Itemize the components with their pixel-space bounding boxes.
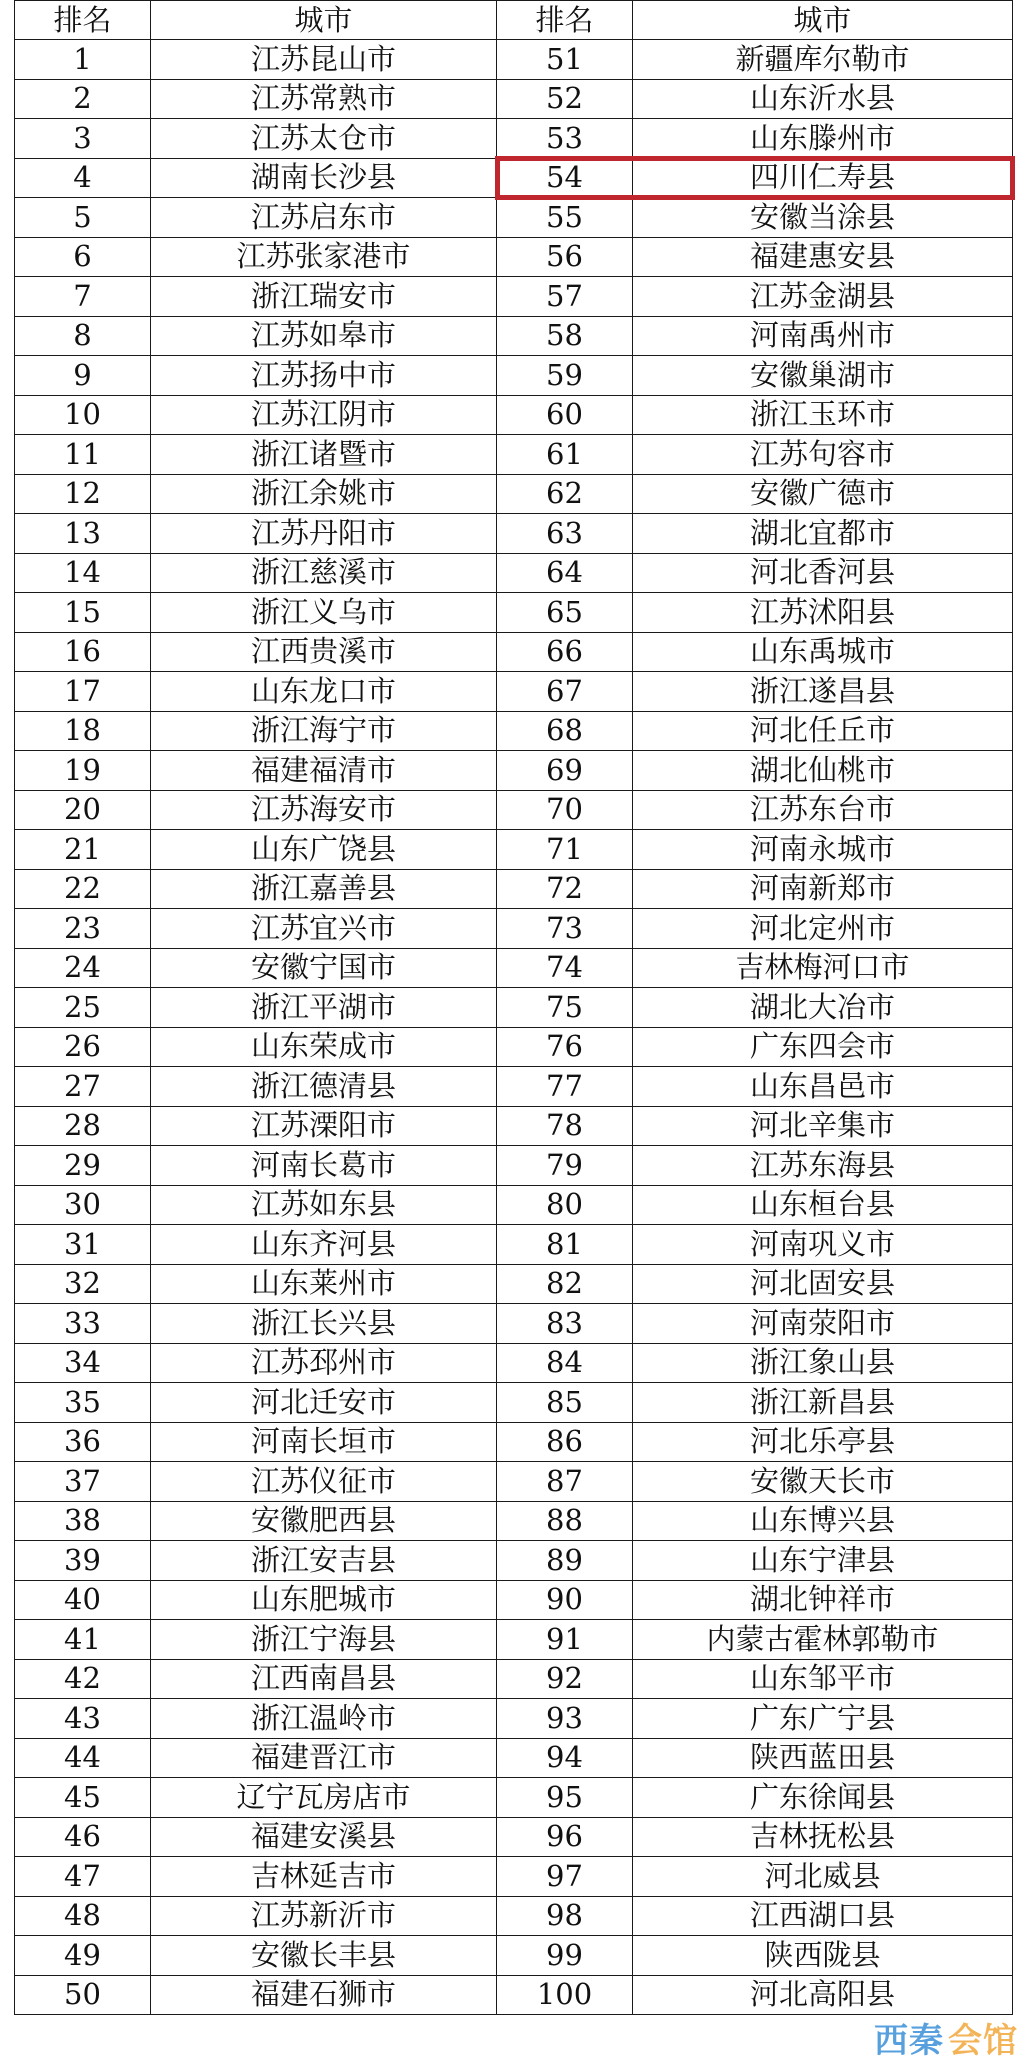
rank-cell-right: 73 xyxy=(497,909,633,949)
city-cell-right: 湖北钟祥市 xyxy=(633,1580,1013,1620)
rank-cell-left: 27 xyxy=(15,1067,151,1107)
rank-cell-right: 63 xyxy=(497,514,633,554)
rank-cell-left: 4 xyxy=(15,158,151,198)
rank-cell-left: 1 xyxy=(15,40,151,80)
table-row xyxy=(15,948,1013,988)
rank-cell-right: 80 xyxy=(497,1185,633,1225)
rank-cell-left: 30 xyxy=(15,1185,151,1225)
city-cell-right: 江苏金湖县 xyxy=(633,277,1013,317)
city-cell-left: 江苏仪征市 xyxy=(151,1462,497,1502)
city-cell-left: 江西南昌县 xyxy=(151,1659,497,1699)
rank-cell-left: 20 xyxy=(15,790,151,830)
rank-cell-left: 17 xyxy=(15,672,151,712)
table-row xyxy=(15,1541,1013,1581)
city-cell-right: 山东禹城市 xyxy=(633,632,1013,672)
rank-cell-left: 36 xyxy=(15,1422,151,1462)
rank-cell-right: 65 xyxy=(497,593,633,633)
rank-cell-right: 55 xyxy=(497,198,633,238)
rank-cell-left: 34 xyxy=(15,1343,151,1383)
city-cell-left: 浙江德清县 xyxy=(151,1067,497,1107)
city-cell-right: 河北定州市 xyxy=(633,909,1013,949)
table-row xyxy=(15,1857,1013,1897)
city-cell-left: 江苏宜兴市 xyxy=(151,909,497,949)
table-row xyxy=(15,1027,1013,1067)
rank-cell-left: 41 xyxy=(15,1620,151,1660)
table-row xyxy=(15,40,1013,80)
rank-cell-left: 19 xyxy=(15,751,151,791)
rank-cell-left: 2 xyxy=(15,79,151,119)
rank-cell-right: 51 xyxy=(497,40,633,80)
rank-cell-right: 52 xyxy=(497,79,633,119)
city-cell-left: 浙江宁海县 xyxy=(151,1620,497,1660)
city-cell-right: 河南永城市 xyxy=(633,830,1013,870)
table-row xyxy=(15,316,1013,356)
rank-cell-left: 43 xyxy=(15,1699,151,1739)
city-cell-right: 广东四会市 xyxy=(633,1027,1013,1067)
city-cell-left: 江苏丹阳市 xyxy=(151,514,497,554)
table-row xyxy=(15,1501,1013,1541)
rank-cell-right: 85 xyxy=(497,1383,633,1423)
rank-cell-left: 23 xyxy=(15,909,151,949)
city-cell-left: 辽宁瓦房店市 xyxy=(151,1778,497,1818)
rank-cell-left: 15 xyxy=(15,593,151,633)
city-cell-left: 湖南长沙县 xyxy=(151,158,497,198)
table-row xyxy=(15,474,1013,514)
city-cell-left: 浙江长兴县 xyxy=(151,1304,497,1344)
rank-cell-right: 74 xyxy=(497,948,633,988)
rank-cell-left: 6 xyxy=(15,237,151,277)
city-cell-left: 江苏海安市 xyxy=(151,790,497,830)
table-row xyxy=(15,1778,1013,1818)
rank-cell-right: 93 xyxy=(497,1699,633,1739)
city-cell-right: 湖北仙桃市 xyxy=(633,751,1013,791)
table-row xyxy=(15,1383,1013,1423)
rank-cell-left: 8 xyxy=(15,316,151,356)
table-row xyxy=(15,1462,1013,1502)
city-cell-right: 河南巩义市 xyxy=(633,1225,1013,1265)
city-cell-left: 江苏启东市 xyxy=(151,198,497,238)
rank-cell-right: 84 xyxy=(497,1343,633,1383)
rank-cell-right: 87 xyxy=(497,1462,633,1502)
rank-cell-right: 100 xyxy=(497,1975,633,2015)
table-row xyxy=(15,1146,1013,1186)
rank-cell-right: 64 xyxy=(497,553,633,593)
city-cell-left: 山东荣成市 xyxy=(151,1027,497,1067)
rank-cell-left: 28 xyxy=(15,1106,151,1146)
table-row xyxy=(15,1264,1013,1304)
city-cell-left: 福建石狮市 xyxy=(151,1975,497,2015)
rank-cell-left: 46 xyxy=(15,1817,151,1857)
city-cell-left: 山东肥城市 xyxy=(151,1580,497,1620)
city-cell-left: 河南长垣市 xyxy=(151,1422,497,1462)
city-cell-left: 浙江义乌市 xyxy=(151,593,497,633)
rank-cell-right: 86 xyxy=(497,1422,633,1462)
rank-cell-left: 40 xyxy=(15,1580,151,1620)
table-row xyxy=(15,751,1013,791)
city-cell-right: 安徽当涂县 xyxy=(633,198,1013,238)
table-row xyxy=(15,1659,1013,1699)
city-cell-left: 江苏昆山市 xyxy=(151,40,497,80)
city-cell-left: 江苏邳州市 xyxy=(151,1343,497,1383)
city-cell-left: 浙江嘉善县 xyxy=(151,869,497,909)
city-cell-right: 陕西陇县 xyxy=(633,1936,1013,1976)
header-row xyxy=(15,1,1013,40)
watermark-text-2: 会馆 xyxy=(948,2021,1018,2061)
city-cell-right: 湖北大冶市 xyxy=(633,988,1013,1028)
rank-cell-right: 60 xyxy=(497,395,633,435)
rank-cell-left: 48 xyxy=(15,1896,151,1936)
rank-cell-left: 25 xyxy=(15,988,151,1028)
city-cell-left: 江苏常熟市 xyxy=(151,79,497,119)
table-row xyxy=(15,869,1013,909)
rank-cell-right: 70 xyxy=(497,790,633,830)
city-cell-left: 江苏新沂市 xyxy=(151,1896,497,1936)
city-cell-left: 江苏如东县 xyxy=(151,1185,497,1225)
table-row xyxy=(15,198,1013,238)
rank-cell-right: 56 xyxy=(497,237,633,277)
rank-cell-right: 96 xyxy=(497,1817,633,1857)
city-cell-left: 安徽长丰县 xyxy=(151,1936,497,1976)
rank-cell-right: 94 xyxy=(497,1738,633,1778)
rank-cell-right: 97 xyxy=(497,1857,633,1897)
table-row xyxy=(15,830,1013,870)
city-cell-right: 浙江遂昌县 xyxy=(633,672,1013,712)
table-row xyxy=(15,79,1013,119)
city-cell-left: 江苏扬中市 xyxy=(151,356,497,396)
city-cell-right: 河南荥阳市 xyxy=(633,1304,1013,1344)
city-cell-right: 湖北宜都市 xyxy=(633,514,1013,554)
table-row xyxy=(15,237,1013,277)
table-row xyxy=(15,790,1013,830)
city-cell-left: 山东齐河县 xyxy=(151,1225,497,1265)
city-cell-right: 广东广宁县 xyxy=(633,1699,1013,1739)
city-cell-left: 浙江温岭市 xyxy=(151,1699,497,1739)
rank-cell-left: 11 xyxy=(15,435,151,475)
table-row xyxy=(15,1185,1013,1225)
city-cell-left: 江苏太仓市 xyxy=(151,119,497,159)
rank-cell-right: 53 xyxy=(497,119,633,159)
table-row xyxy=(15,1343,1013,1383)
table-row xyxy=(15,593,1013,633)
table-row xyxy=(15,435,1013,475)
city-cell-left: 河北迁安市 xyxy=(151,1383,497,1423)
city-cell-right: 河南禹州市 xyxy=(633,316,1013,356)
table-row xyxy=(15,909,1013,949)
header-rank-right: 排名 xyxy=(497,1,633,40)
rank-cell-left: 42 xyxy=(15,1659,151,1699)
watermark-logo xyxy=(874,2013,1018,2062)
rank-cell-right: 72 xyxy=(497,869,633,909)
rank-cell-left: 44 xyxy=(15,1738,151,1778)
rank-cell-left: 35 xyxy=(15,1383,151,1423)
rank-cell-right: 77 xyxy=(497,1067,633,1107)
rank-cell-right: 54 xyxy=(497,158,633,198)
rank-cell-right: 68 xyxy=(497,711,633,751)
rank-cell-left: 31 xyxy=(15,1225,151,1265)
city-cell-left: 山东龙口市 xyxy=(151,672,497,712)
city-cell-left: 浙江安吉县 xyxy=(151,1541,497,1581)
rank-cell-left: 21 xyxy=(15,830,151,870)
city-cell-right: 江苏东海县 xyxy=(633,1146,1013,1186)
rank-cell-right: 83 xyxy=(497,1304,633,1344)
city-cell-left: 河南长葛市 xyxy=(151,1146,497,1186)
rank-cell-left: 5 xyxy=(15,198,151,238)
city-cell-left: 安徽宁国市 xyxy=(151,948,497,988)
header-city-left: 城市 xyxy=(151,1,497,40)
city-cell-right: 江苏沭阳县 xyxy=(633,593,1013,633)
city-cell-right: 安徽巢湖市 xyxy=(633,356,1013,396)
city-cell-right: 新疆库尔勒市 xyxy=(633,40,1013,80)
table-row xyxy=(15,1225,1013,1265)
rank-cell-right: 92 xyxy=(497,1659,633,1699)
rank-cell-left: 18 xyxy=(15,711,151,751)
table-row xyxy=(15,632,1013,672)
city-cell-right: 山东博兴县 xyxy=(633,1501,1013,1541)
table-row xyxy=(15,672,1013,712)
rank-cell-left: 49 xyxy=(15,1936,151,1976)
city-cell-left: 浙江平湖市 xyxy=(151,988,497,1028)
city-cell-right: 浙江玉环市 xyxy=(633,395,1013,435)
rank-cell-left: 26 xyxy=(15,1027,151,1067)
city-ranking-table xyxy=(14,0,1013,2015)
rank-cell-left: 29 xyxy=(15,1146,151,1186)
rank-cell-left: 16 xyxy=(15,632,151,672)
rank-cell-right: 81 xyxy=(497,1225,633,1265)
rank-cell-left: 14 xyxy=(15,553,151,593)
rank-cell-left: 45 xyxy=(15,1778,151,1818)
table-row xyxy=(15,395,1013,435)
city-cell-right: 山东滕州市 xyxy=(633,119,1013,159)
city-cell-right: 江苏句容市 xyxy=(633,435,1013,475)
city-cell-right: 浙江象山县 xyxy=(633,1343,1013,1383)
rank-cell-left: 47 xyxy=(15,1857,151,1897)
table-row xyxy=(15,158,1013,198)
city-cell-right: 河北任丘市 xyxy=(633,711,1013,751)
city-cell-right: 河北高阳县 xyxy=(633,1975,1013,2015)
rank-cell-right: 62 xyxy=(497,474,633,514)
city-cell-left: 浙江诸暨市 xyxy=(151,435,497,475)
table-row xyxy=(15,553,1013,593)
rank-cell-right: 89 xyxy=(497,1541,633,1581)
city-cell-left: 江苏如皋市 xyxy=(151,316,497,356)
rank-cell-right: 75 xyxy=(497,988,633,1028)
table-row xyxy=(15,1304,1013,1344)
city-cell-left: 浙江海宁市 xyxy=(151,711,497,751)
rank-cell-right: 78 xyxy=(497,1106,633,1146)
city-cell-right: 河南新郑市 xyxy=(633,869,1013,909)
table-row xyxy=(15,356,1013,396)
city-cell-right: 江苏东台市 xyxy=(633,790,1013,830)
table-row xyxy=(15,119,1013,159)
city-cell-right: 浙江新昌县 xyxy=(633,1383,1013,1423)
rank-cell-left: 12 xyxy=(15,474,151,514)
city-cell-left: 山东广饶县 xyxy=(151,830,497,870)
table-row xyxy=(15,1699,1013,1739)
rank-cell-right: 79 xyxy=(497,1146,633,1186)
city-cell-right: 广东徐闻县 xyxy=(633,1778,1013,1818)
city-cell-right: 山东昌邑市 xyxy=(633,1067,1013,1107)
table-body xyxy=(15,40,1013,2015)
rank-cell-left: 13 xyxy=(15,514,151,554)
city-cell-right: 吉林梅河口市 xyxy=(633,948,1013,988)
city-cell-left: 福建福清市 xyxy=(151,751,497,791)
watermark-text-1: 西秦 xyxy=(874,2021,944,2061)
rank-cell-right: 61 xyxy=(497,435,633,475)
city-cell-right: 内蒙古霍林郭勒市 xyxy=(633,1620,1013,1660)
header-city-right: 城市 xyxy=(633,1,1013,40)
rank-cell-left: 22 xyxy=(15,869,151,909)
city-cell-left: 浙江瑞安市 xyxy=(151,277,497,317)
rank-cell-right: 82 xyxy=(497,1264,633,1304)
rank-cell-right: 71 xyxy=(497,830,633,870)
table-row xyxy=(15,1896,1013,1936)
table-row xyxy=(15,711,1013,751)
rank-cell-left: 9 xyxy=(15,356,151,396)
rank-cell-right: 59 xyxy=(497,356,633,396)
city-cell-left: 安徽肥西县 xyxy=(151,1501,497,1541)
table-row xyxy=(15,1738,1013,1778)
city-cell-right: 山东沂水县 xyxy=(633,79,1013,119)
table-row xyxy=(15,277,1013,317)
city-cell-left: 福建晋江市 xyxy=(151,1738,497,1778)
rank-cell-right: 99 xyxy=(497,1936,633,1976)
city-cell-right: 安徽广德市 xyxy=(633,474,1013,514)
city-cell-right: 河北乐亭县 xyxy=(633,1422,1013,1462)
rank-cell-left: 39 xyxy=(15,1541,151,1581)
city-cell-right: 安徽天长市 xyxy=(633,1462,1013,1502)
rank-cell-right: 76 xyxy=(497,1027,633,1067)
rank-cell-right: 90 xyxy=(497,1580,633,1620)
city-cell-left: 江苏溧阳市 xyxy=(151,1106,497,1146)
rank-cell-left: 7 xyxy=(15,277,151,317)
city-cell-right: 河北辛集市 xyxy=(633,1106,1013,1146)
city-cell-right: 四川仁寿县 xyxy=(633,158,1013,198)
rank-cell-right: 69 xyxy=(497,751,633,791)
rank-cell-right: 67 xyxy=(497,672,633,712)
rank-cell-left: 10 xyxy=(15,395,151,435)
rank-cell-left: 37 xyxy=(15,1462,151,1502)
header-rank-left: 排名 xyxy=(15,1,151,40)
rank-cell-right: 58 xyxy=(497,316,633,356)
table-row xyxy=(15,1975,1013,2015)
table-row xyxy=(15,1620,1013,1660)
city-cell-right: 河北香河县 xyxy=(633,553,1013,593)
table-row xyxy=(15,1106,1013,1146)
ranking-sheet xyxy=(14,0,1012,2015)
rank-cell-right: 66 xyxy=(497,632,633,672)
city-cell-right: 河北威县 xyxy=(633,1857,1013,1897)
city-cell-right: 福建惠安县 xyxy=(633,237,1013,277)
city-cell-right: 山东邹平市 xyxy=(633,1659,1013,1699)
city-cell-right: 山东宁津县 xyxy=(633,1541,1013,1581)
city-cell-left: 江西贵溪市 xyxy=(151,632,497,672)
city-cell-right: 陕西蓝田县 xyxy=(633,1738,1013,1778)
city-cell-left: 浙江余姚市 xyxy=(151,474,497,514)
table-row xyxy=(15,1817,1013,1857)
city-cell-left: 江苏江阴市 xyxy=(151,395,497,435)
city-cell-left: 福建安溪县 xyxy=(151,1817,497,1857)
table-row xyxy=(15,1936,1013,1976)
table-row xyxy=(15,988,1013,1028)
table-row xyxy=(15,1067,1013,1107)
table-row xyxy=(15,514,1013,554)
rank-cell-left: 50 xyxy=(15,1975,151,2015)
city-cell-right: 河北固安县 xyxy=(633,1264,1013,1304)
rank-cell-right: 98 xyxy=(497,1896,633,1936)
city-cell-left: 吉林延吉市 xyxy=(151,1857,497,1897)
city-cell-left: 浙江慈溪市 xyxy=(151,553,497,593)
table-row xyxy=(15,1580,1013,1620)
rank-cell-right: 88 xyxy=(497,1501,633,1541)
city-cell-right: 山东桓台县 xyxy=(633,1185,1013,1225)
rank-cell-left: 33 xyxy=(15,1304,151,1344)
rank-cell-left: 24 xyxy=(15,948,151,988)
city-cell-left: 山东莱州市 xyxy=(151,1264,497,1304)
table-row xyxy=(15,1422,1013,1462)
rank-cell-left: 38 xyxy=(15,1501,151,1541)
rank-cell-right: 91 xyxy=(497,1620,633,1660)
rank-cell-left: 32 xyxy=(15,1264,151,1304)
rank-cell-right: 95 xyxy=(497,1778,633,1818)
city-cell-right: 吉林抚松县 xyxy=(633,1817,1013,1857)
city-cell-right: 江西湖口县 xyxy=(633,1896,1013,1936)
rank-cell-right: 57 xyxy=(497,277,633,317)
city-cell-left: 江苏张家港市 xyxy=(151,237,497,277)
rank-cell-left: 3 xyxy=(15,119,151,159)
